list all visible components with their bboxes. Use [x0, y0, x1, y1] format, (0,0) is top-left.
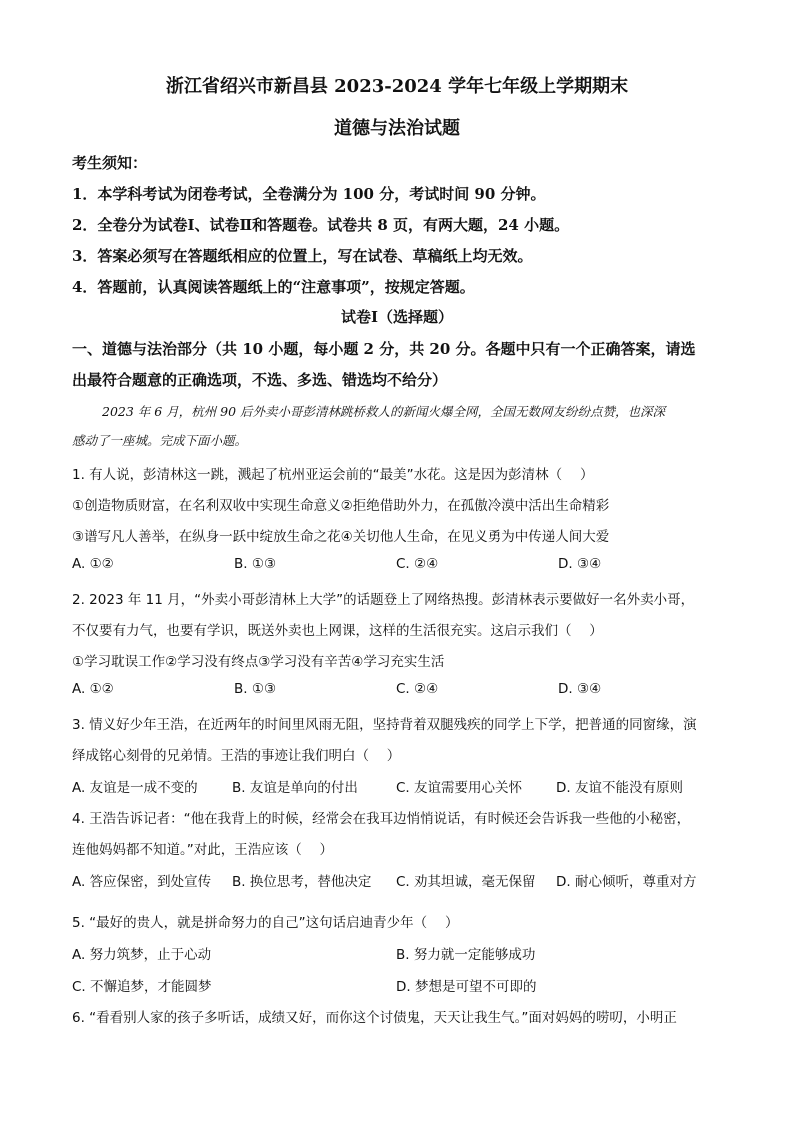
material-line1: 2023 年 6 月，杭州 90 后外卖小哥彭清林跳桥救人的新闻火爆全网，全国无数网友纷纷点赞，也深深: [102, 404, 666, 419]
q1-option-a: A. ①②: [72, 556, 114, 572]
q4-option-b: B. 换位思考，替他决定: [232, 874, 372, 890]
part-instructions-line1: 一、道德与法治部分（共 10 小题，每小题 2 分，共 20 分。各题中只有一个正确答案，请选: [72, 340, 696, 358]
q3-option-b: B. 友谊是单向的付出: [232, 780, 358, 796]
q2-option-c: C. ②④: [396, 681, 439, 697]
part-instructions-line2: 出最符合题意的正确选项，不选、多选、错选均不给分）: [72, 371, 448, 389]
q5-stem-line1: 5. “最好的贵人，就是拼命努力的自己”这句话启迪青少年（ ）: [72, 915, 459, 931]
q4-stem-line1: 4. 王浩告诉记者：“他在我背上的时候，经常会在我耳边悄悄说话，有时候还会告诉我一些他的小秘密，: [72, 811, 691, 827]
q2-stem-line2: 不仅要有力气，也要有学识，既送外卖也上网课，这样的生活很充实。这启示我们（ ）: [72, 623, 603, 639]
q4-option-a: A. 答应保密，到处宣传: [72, 874, 212, 890]
q5-option-b: B. 努力就一定能够成功: [396, 947, 536, 963]
material-line2: 感动了一座城。完成下面小题。: [72, 433, 248, 448]
q5-option-a: A. 努力筑梦，止于心动: [72, 947, 212, 963]
q2-stem-line1: 2. 2023 年 11 月，“外卖小哥彭清林上大学”的话题登上了网络热搜。彭清林表示要做好一名外卖小哥，: [72, 592, 695, 608]
notice-heading: 考生须知：: [72, 154, 148, 172]
q3-option-d: D. 友谊不能没有原则: [556, 780, 683, 796]
q4-option-d: D. 耐心倾听，尊重对方: [556, 874, 697, 890]
q1-option-c: C. ②④: [396, 556, 439, 572]
notice-item-2: 2．全卷分为试卷Ⅰ、试卷Ⅱ和答题卷。试卷共 8 页，有两大题，24 小题。: [72, 216, 570, 234]
q3-stem-line1: 3. 情义好少年王浩，在近两年的时间里风雨无阻，坚持背着双腿残疾的同学上下学，把普通的同窗缘，演: [72, 717, 697, 733]
q1-stem-line3: ③谱写凡人善举，在纵身一跃中绽放生命之花④关切他人生命，在见义勇为中传递人间大爱: [72, 529, 610, 545]
q3-option-c: C. 友谊需要用心关怀: [396, 780, 523, 796]
q5-option-c: C. 不懈追梦，才能圆梦: [72, 979, 212, 995]
q3-option-a: A. 友谊是一成不变的: [72, 780, 198, 796]
q3-stem-line2: 绎成铭心刻骨的兄弟情。王浩的事迹让我们明白（ ）: [72, 748, 401, 764]
q4-stem-line2: 连他妈妈都不知道。”对此，王浩应该（ ）: [72, 842, 334, 858]
notice-item-3: 3．答案必须写在答题纸相应的位置上，写在试卷、草稿纸上均无效。: [72, 247, 533, 265]
notice-item-4: 4．答题前，认真阅读答题纸上的“注意事项”，按规定答题。: [72, 278, 475, 296]
q1-option-b: B. ①③: [234, 556, 277, 572]
q2-option-b: B. ①③: [234, 681, 277, 697]
q5-option-d: D. 梦想是可望不可即的: [396, 979, 537, 995]
q2-stem-line3: ①学习耽误工作②学习没有终点③学习没有辛苦④学习充实生活: [72, 654, 445, 670]
exam-title-line2: 道德与法治试题: [334, 118, 460, 139]
exam-title-line1: 浙江省绍兴市新昌县 2023-2024 学年七年级上学期期末: [165, 76, 629, 97]
q6-stem-line1: 6. “看看别人家的孩子多听话，成绩又好，而你这个讨债鬼，天天让我生气。”面对妈妈的唠叨，小明正: [72, 1010, 677, 1026]
notice-item-1: 1．本学科考试为闭卷考试，全卷满分为 100 分，考试时间 90 分钟。: [72, 185, 546, 203]
paper-title: 试卷Ⅰ（选择题）: [340, 308, 454, 326]
q1-stem-line2: ①创造物质财富，在名利双收中实现生命意义②拒绝借助外力，在孤傲冷漠中活出生命精彩: [72, 498, 610, 514]
q2-option-d: D. ③④: [558, 681, 602, 697]
q1-option-d: D. ③④: [558, 556, 602, 572]
q2-option-a: A. ①②: [72, 681, 114, 697]
q4-option-c: C. 劝其坦诚，毫无保留: [396, 874, 536, 890]
q1-stem-line1: 1. 有人说，彭清林这一跳，溅起了杭州亚运会前的“最美”水花。这是因为彭清林（ ）: [72, 467, 594, 483]
